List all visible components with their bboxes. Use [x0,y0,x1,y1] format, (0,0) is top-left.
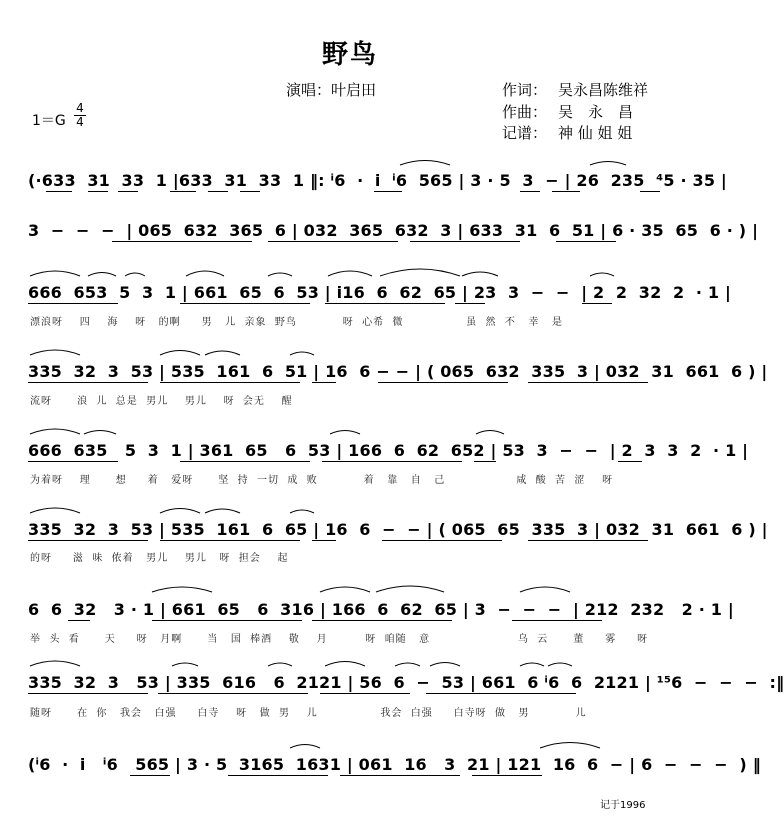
notation-line-8: 335 32 3 53 | 335 616 6 2121 | 56 6 − 53 | 661 6 ⁱ6 6 2121 | ¹⁵6 − − − :‖ [28,673,784,692]
slur-arc [290,352,314,355]
slur-arc [590,162,626,166]
slur-arc [290,745,320,749]
slur-arc [160,509,200,514]
slur-arc [476,431,504,435]
lyricist-name: 吴永昌陈维祥 [558,81,649,99]
composer-name: 吴 永 昌 [558,103,634,121]
slur-arc [320,587,370,592]
slur-arc [125,273,145,276]
slur-arc [400,161,450,166]
slur-arc [325,662,365,667]
time-signature-bottom: 4 [76,115,84,129]
lyricist-label: 作词： [502,81,548,99]
slur-arc [520,663,544,666]
lyrics-line-8: 随呀 在 你 我会 白强 白寺 呀 做 男 儿 我会 白强 白寺呀 做 男 儿 [30,708,587,719]
composer-label: 作曲： [502,103,548,121]
footer-note: 记于1996 [600,800,646,811]
slur-arc [268,273,292,276]
singer-credit: 演唱：叶启田 [286,81,377,99]
song-title: 野鸟 [321,40,378,70]
slur-arc [84,431,116,435]
notation-line-1: (·633 31 33 1 |633 31 33 1 ‖: ⁱ6 · i ⁱ6 565 | 3 · 5 3 − | 26 235 ⁴5 · 35 | [28,171,727,190]
slur-arc [268,663,292,666]
slur-arc [205,351,240,355]
notation-line-9: (ⁱ6 · i ⁱ6 565 | 3 · 5 3165 1631 | 061 16 3 21 | 121 16 6 − | 6 − − − ) ‖ [28,755,761,774]
slur-arc [290,510,314,513]
slur-arc [590,273,614,276]
lyrics-line-5: 为着呀 理 想 着 爱呀 坚 持 一切 成 败 着 靠 自 己 咸 酸 苦 涩 呀 [30,475,614,486]
slur-arc [172,663,198,666]
slur-arc [30,350,80,355]
transcriber-name: 神 仙 姐 姐 [558,124,633,142]
slur-arc [186,271,224,276]
slur-arc [328,271,372,276]
notation-line-2: 3 − − − | 065 632 365 6 | 032 365 632 3 | 633 31 6 51 | 6 · 35 65 6 · ) | [28,221,759,240]
slur-arc [330,431,360,435]
slur-arc [205,509,240,513]
slur-arc [376,586,444,592]
slur-arc [30,271,80,276]
slur-arc [152,587,212,592]
slur-arc [30,429,80,434]
time-signature-top: 4 [76,101,84,115]
key-signature: 1＝G [32,113,66,129]
lyrics-line-6: 的呀 滋 味 侬着 男儿 男儿 呀 担会 起 [30,553,289,564]
notation-line-3: 666 653 5 3 1 | 661 65 6 53 | i16 6 62 65 | 23 3 − − | 2 2 32 2 · 1 | [28,283,732,302]
notation-line-7: 6 6 32 3 · 1 | 661 65 6 316 | 166 6 62 65 | 3 − − − | 212 232 2 · 1 | [28,600,734,619]
lyrics-line-7: 举 头 看 天 呀 月啊 当 国 棒酒 敬 月 呀 咱随 意 乌 云 董 雾 呀 [30,634,649,645]
transcriber-label: 记谱： [502,124,548,142]
slur-arc [160,351,200,356]
slur-arc [380,269,460,276]
slur-arc [540,743,600,749]
slur-arc [430,663,460,667]
lyrics-line-3: 漂浪呀 四 海 呀 的啊 男 儿 亲象 野鸟 呀 心希 微 虽 然 不 幸 是 [30,317,563,328]
slur-arc [395,663,420,666]
slur-arc [30,661,80,666]
notation-line-5: 666 635 5 3 1 | 361 65 6 53 | 166 6 62 652 | 53 3 − − | 2 3 3 2 · 1 | [28,441,749,460]
slur-arc [88,273,116,277]
notation-line-6: 335 32 3 53 | 535 161 6 65 | 16 6 − − | ( 065 65 335 3 | 032 31 661 6 ) | [28,520,768,539]
slur-arc [462,272,498,276]
slur-arc [520,587,570,592]
slur-arc [548,663,572,666]
slur-arc [30,508,80,513]
lyrics-line-4: 流呀 浪 儿 总是 男儿 男儿 呀 会无 醒 [30,396,293,407]
notation-line-4: 335 32 3 53 | 535 161 6 51 | 16 6 − − | ( 065 632 335 3 | 032 31 661 6 ) | [28,362,768,381]
